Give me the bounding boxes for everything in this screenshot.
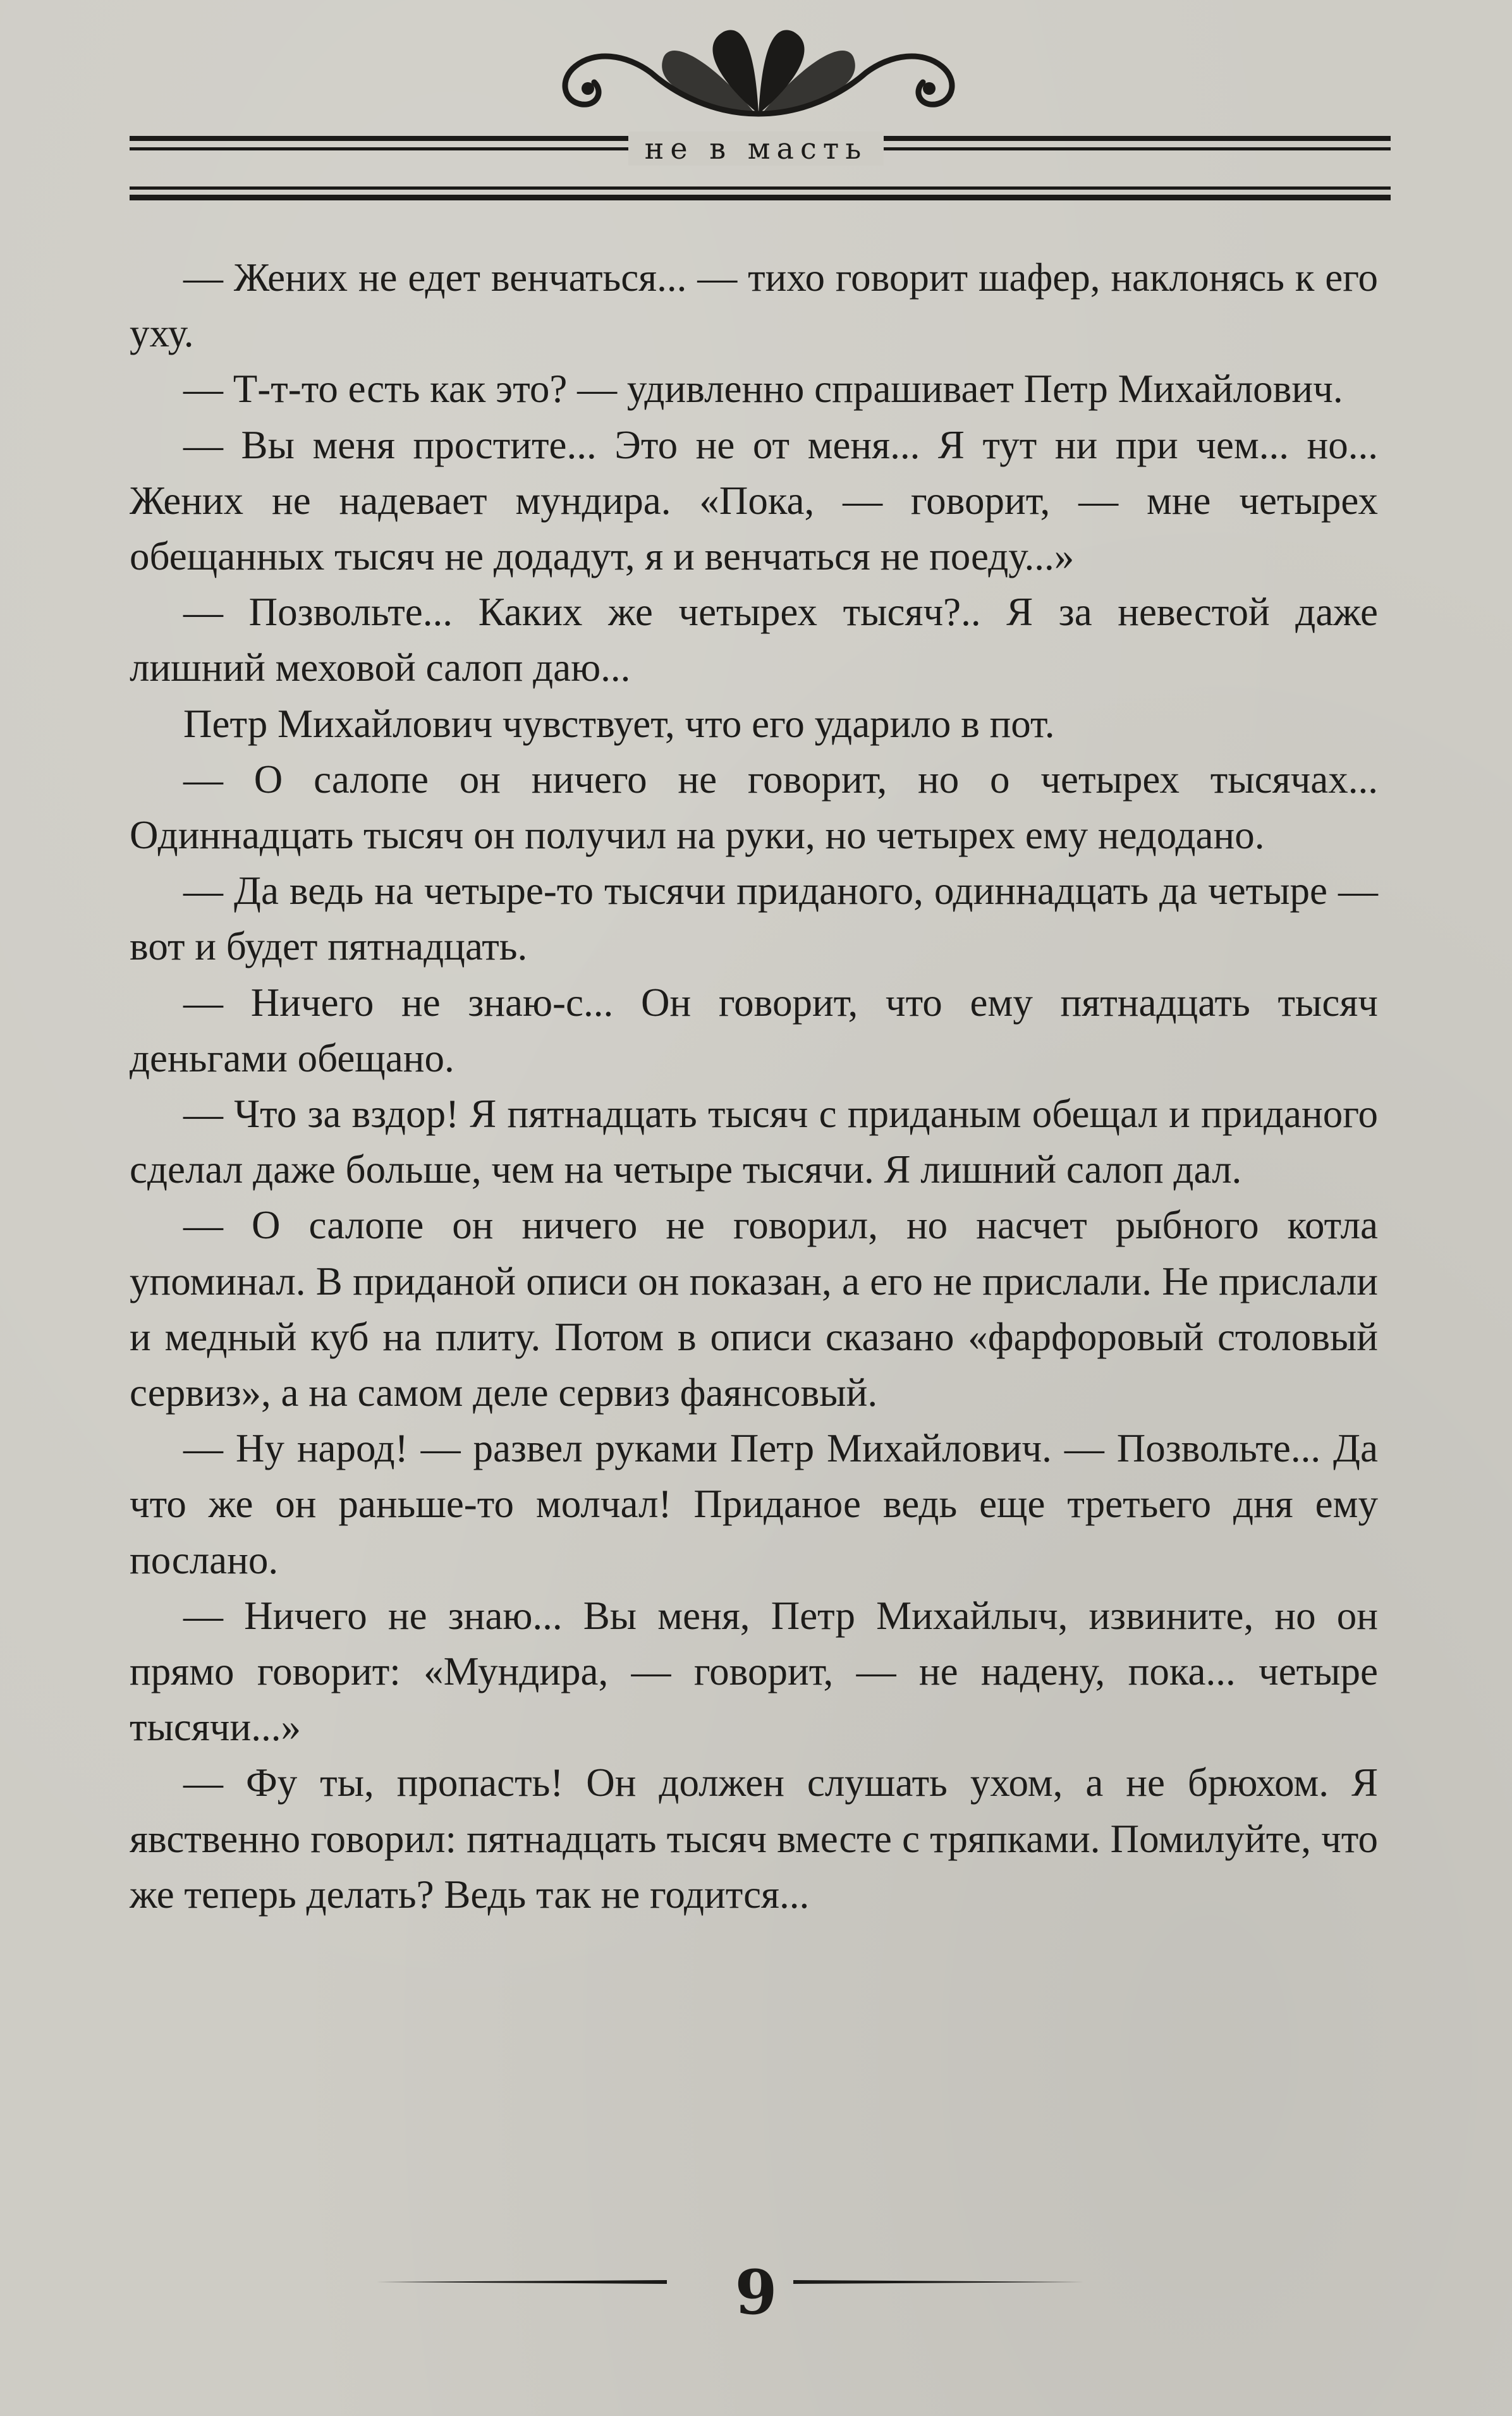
- running-title: [0, 131, 1512, 166]
- paragraph: — Да ведь на четыре-то тысячи приданого, одиннадцать да четыре — вот и будет пятнадцать.: [130, 869, 1378, 969]
- paragraph: — О салопе он ничего не говорил, но насчет рыбного котла упоминал. В приданой описи он показан, а его не прислали. Не прислали и медный куб на плиту. Потом в описи сказано «фарфоровый столовый сервиз», а на самом деле сервиз фаянсовый.: [130, 1203, 1378, 1415]
- paragraph: — Фу ты, пропасть! Он должен слушать ухом, а не брюхом. Я явственно говорил: пятнадцать тысяч вместе с тряпками. Помилуйте, что же теперь делать? Ведь так не годится...: [130, 1760, 1378, 1917]
- paragraph: — Ничего не знаю... Вы меня, Петр Михайлыч, извините, но он прямо говорит: «Мундира, — говорит, — не надену, пока... четыре тысячи...»: [130, 1593, 1378, 1750]
- paragraph: — Что за вздор! Я пятнадцать тысяч с приданым обещал и приданого сделал даже больше, чем на четыре тысячи. Я лишний салоп дал.: [130, 1092, 1378, 1192]
- page-number: 9: [735, 2257, 777, 2328]
- paragraph: — Вы меня простите... Это не от меня... Я тут ни при чем... но... Жених не надевает мундира. «Пока, — говорит, — мне четырех обещанных тысяч не додадут, я и венчаться не поеду...»: [130, 422, 1378, 579]
- paragraph: — Т-т-то есть как это? — удивленно спрашивает Петр Михайлович.: [183, 367, 1343, 412]
- paragraph: — Ничего не знаю-с... Он говорит, что ему пятнадцать тысяч деньгами обещано.: [130, 980, 1378, 1080]
- paragraph: Петр Михайлович чувствует, что его ударило в пот.: [183, 701, 1055, 746]
- paragraph: — Ну народ! — развел руками Петр Михайлович. — Позвольте... Да что же он раньше-то молчал! Приданое ведь еще третьего дня ему послано.: [130, 1426, 1378, 1582]
- paragraph: — Позвольте... Каких же четырех тысяч?.. Я за невестой даже лишний меховой салоп даю...: [130, 590, 1378, 690]
- body-text: [130, 250, 1378, 1922]
- paragraph: — Жених не едет венчаться... — тихо говорит шафер, наклонясь к его уху.: [130, 255, 1378, 356]
- running-title-text: не в масть: [628, 131, 884, 166]
- paragraph: — О салопе он ничего не говорит, но о четырех тысячах... Одиннадцать тысяч он получил на руки, но четырех ему недодано.: [130, 757, 1378, 858]
